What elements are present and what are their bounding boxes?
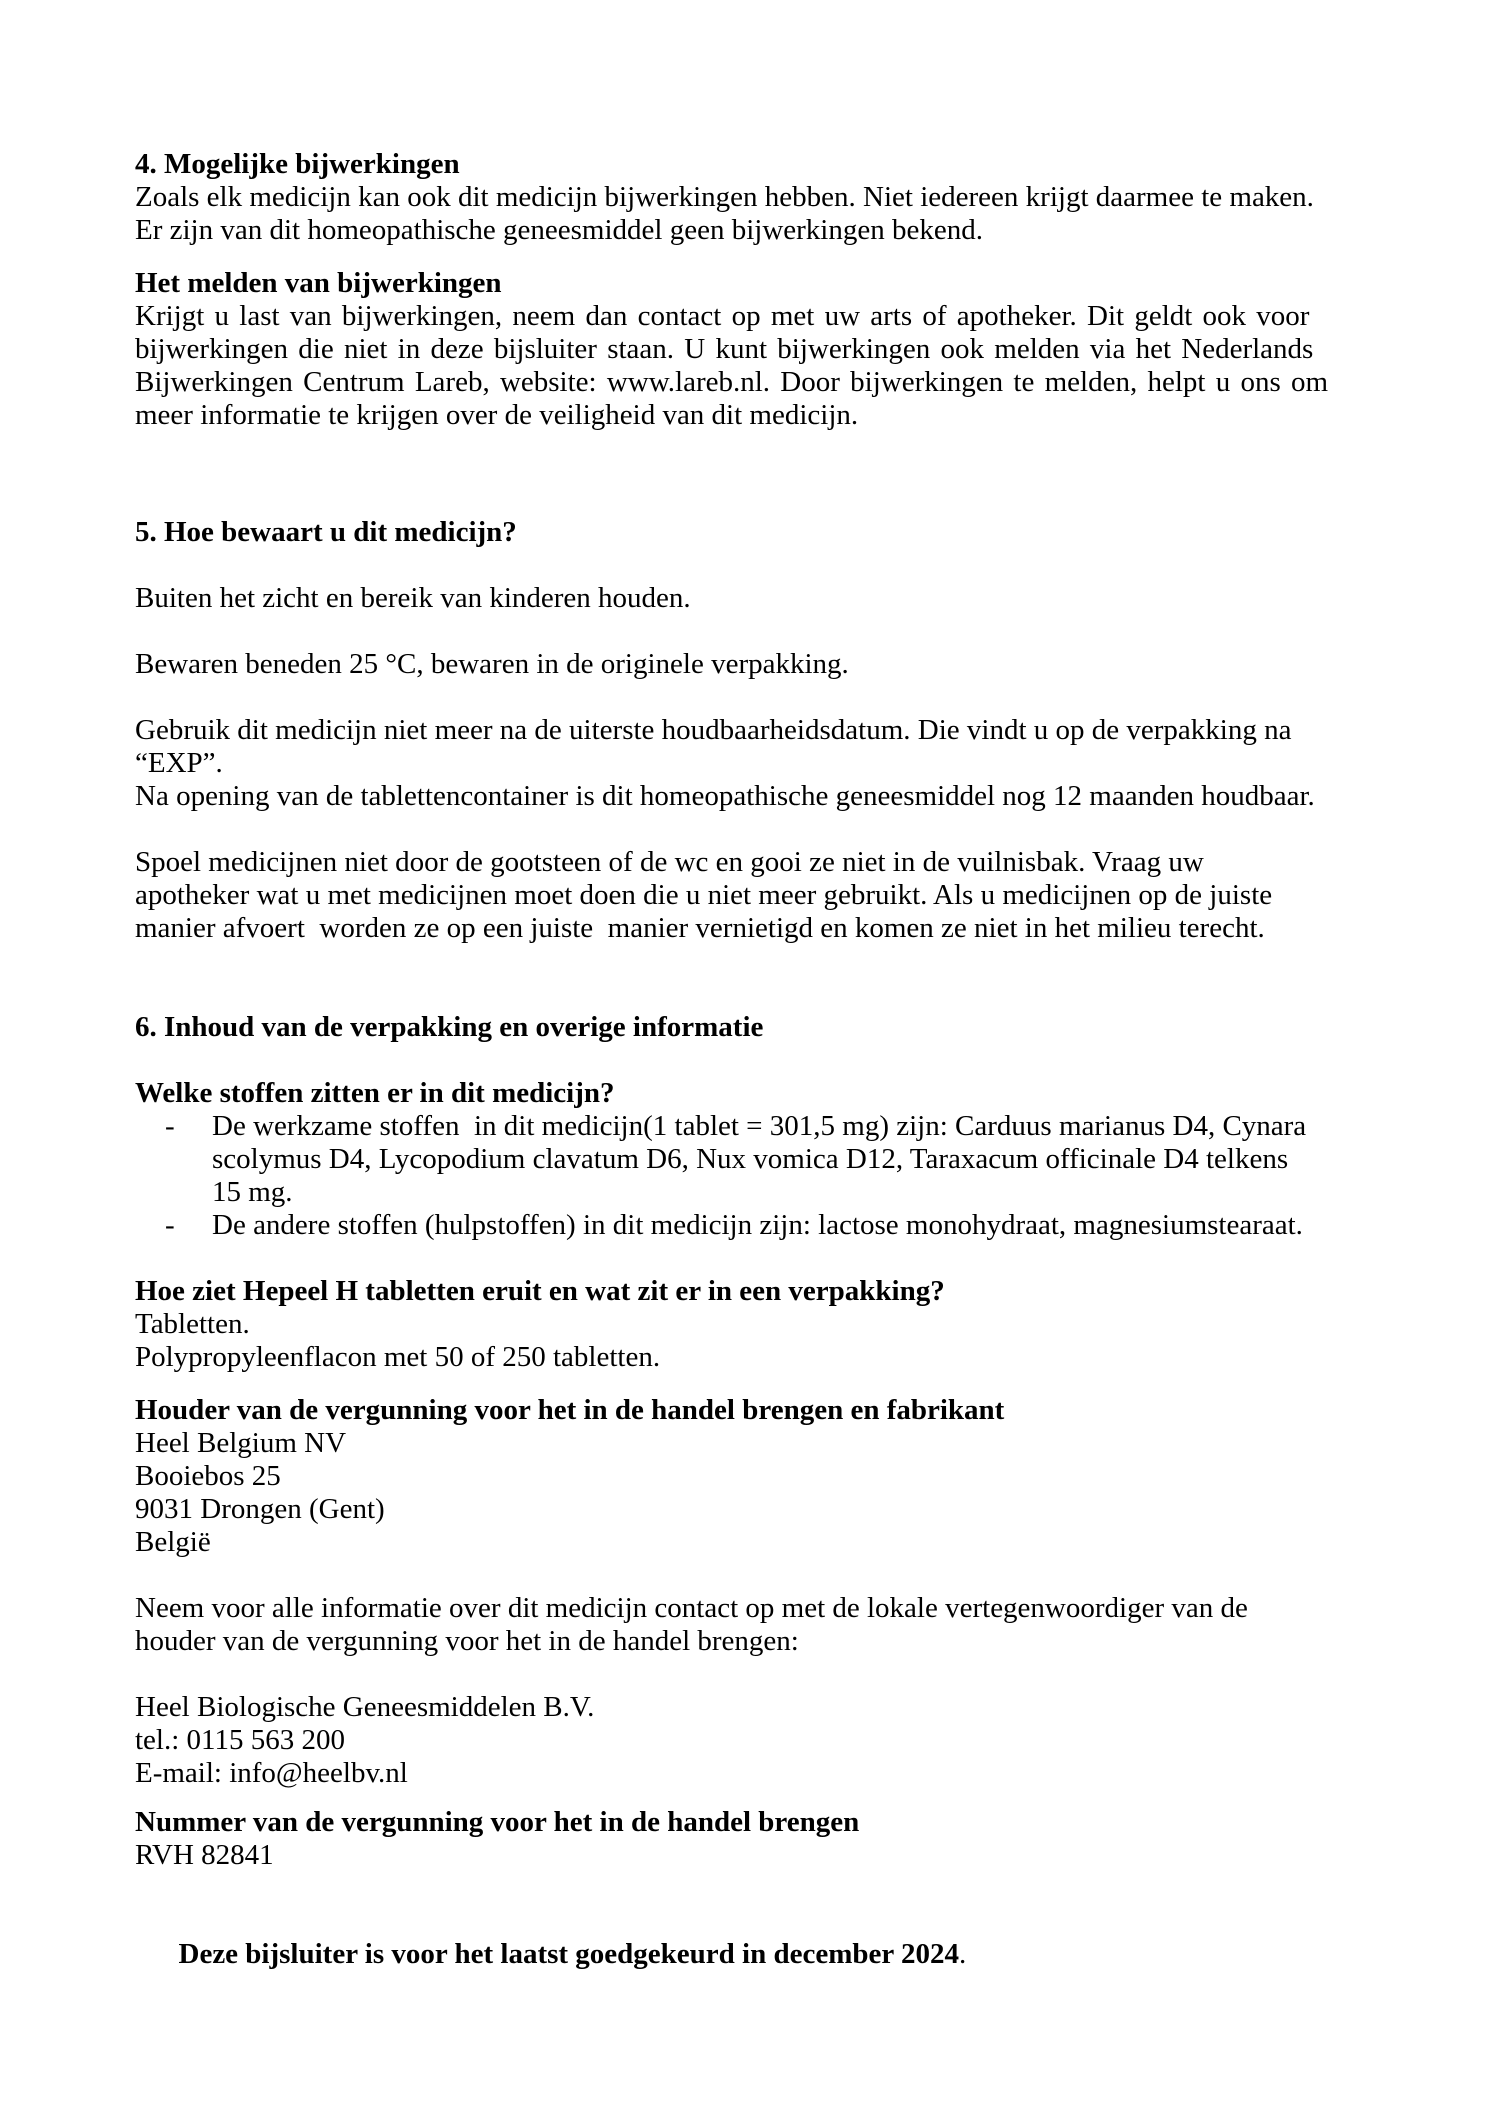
representative-phone: tel.: 0115 563 200 [135,1724,345,1756]
section-4-paragraph-line: Er zijn van dit homeopathische geneesmiddel geen bijwerkingen bekend. [135,214,983,246]
reporting-paragraph-line: bijwerkingen die niet in deze bijsluiter staan. U kunt bijwerkingen ook melden via het Nederlands [135,333,1314,365]
representative-name: Heel Biologische Geneesmiddelen B.V. [135,1691,595,1723]
disposal-paragraph-line: Spoel medicijnen niet door de gootsteen of de wc en gooi ze niet in de vuilnisbak. Vraag uw [135,846,1204,878]
bullet-dash: - [165,1110,175,1142]
license-holder-name: Heel Belgium NV [135,1427,347,1459]
approval-statement-period: . [959,1938,967,1970]
section-4-heading: 4. Mogelijke bijwerkingen [135,148,460,180]
expiry-paragraph-line: Gebruik dit medicijn niet meer na de uiterste houdbaarheidsdatum. Die vindt u op de verpakking na [135,714,1292,746]
local-representative-intro [135,1592,1313,1658]
active-ingredients-bullet [135,1110,1313,1209]
active-ingredients-line: scolymus D4, Lycopodium clavatum D6, Nux vomica D12, Taraxacum officinale D4 telkens [212,1143,1289,1175]
appearance-line: Tabletten. [135,1308,250,1340]
bullet-dash: - [165,1209,175,1241]
storage-temperature-line: Bewaren beneden 25 °C, bewaren in de originele verpakking. [135,648,849,680]
other-ingredients-line: De andere stoffen (hulpstoffen) in dit medicijn zijn: lactose monohydraat, magnesiumstearaat. [212,1209,1303,1241]
reporting-paragraph-line: Krijgt u last van bijwerkingen, neem dan contact op met uw arts of apotheker. Dit geldt ook voor [135,300,1310,332]
local-representative-details [135,1691,1313,1790]
approval-statement-text: Deze bijsluiter is voor het laatst goedgekeurd in december 2024 [178,1938,959,1970]
approval-statement [135,1905,1313,2004]
license-holder-subheading: Houder van de vergunning voor het in de handel brengen en fabrikant [135,1394,1005,1426]
reporting-side-effects-subheading: Het melden van bijwerkingen [135,267,502,299]
section-5-heading: 5. Hoe bewaart u dit medicijn? [135,516,517,548]
leaflet-content [135,148,1329,2004]
reporting-paragraph-line: meer informatie te krijgen over de veiligheid van dit medicijn. [135,399,859,431]
active-ingredients-line: De werkzame stoffen in dit medicijn(1 tablet = 301,5 mg) zijn: Carduus marianus D4, Cynara [212,1110,1307,1142]
expiry-paragraph [135,714,1313,813]
storage-children-line: Buiten het zicht en bereik van kinderen houden. [135,582,691,614]
license-holder-street: Booiebos 25 [135,1460,281,1492]
active-ingredients-line: 15 mg. [212,1176,293,1208]
expiry-paragraph-line: “EXP”. [135,747,223,779]
reporting-paragraph-line: Bijwerkingen Centrum Lareb, website: www.lareb.nl. Door bijwerkingen te melden, helpt u ons om [135,366,1329,398]
registration-number-subheading: Nummer van de vergunning voor het in de handel brengen [135,1806,860,1838]
disposal-paragraph-line: manier afvoert worden ze op een juiste manier vernietigd en komen ze niet in het milieu terecht. [135,912,1265,944]
local-representative-intro-line: Neem voor alle informatie over dit medicijn contact op met de lokale vertegenwoordiger van de [135,1592,1248,1624]
ingredients-subheading: Welke stoffen zitten er in dit medicijn? [135,1077,615,1109]
other-ingredients-bullet [135,1209,1313,1242]
local-representative-intro-line: houder van de vergunning voor het in de handel brengen: [135,1625,799,1657]
expiry-paragraph-line: Na opening van de tablettencontainer is dit homeopathische geneesmiddel nog 12 maanden houdbaar. [135,780,1315,812]
appearance-subheading: Hoe ziet Hepeel H tabletten eruit en wat zit er in een verpakking? [135,1275,945,1307]
disposal-paragraph [135,846,1313,945]
license-holder-country: België [135,1526,211,1558]
representative-email: E-mail: info@heelbv.nl [135,1757,408,1789]
section-6-heading: 6. Inhoud van de verpakking en overige informatie [135,1011,764,1043]
license-holder-city: 9031 Drongen (Gent) [135,1493,385,1525]
appearance-line: Polypropyleenflacon met 50 of 250 tabletten. [135,1341,661,1373]
registration-number: RVH 82841 [135,1839,274,1871]
disposal-paragraph-line: apotheker wat u met medicijnen moet doen die u niet meer gebruikt. Als u medicijnen op de juiste [135,879,1273,911]
section-4-paragraph-line: Zoals elk medicijn kan ook dit medicijn bijwerkingen hebben. Niet iedereen krijgt daarmee te maken. [135,181,1314,213]
